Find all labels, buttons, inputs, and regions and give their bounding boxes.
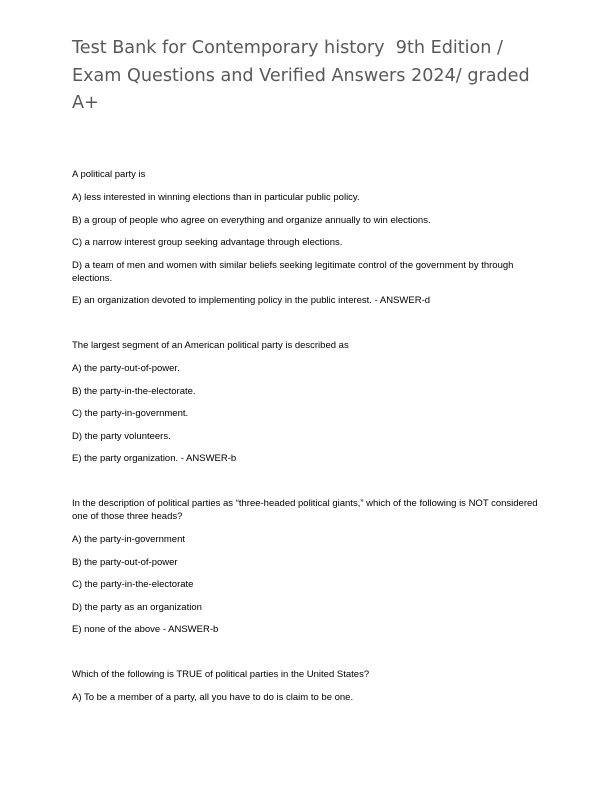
answer-option: C) the party-in-the-electorate — [72, 579, 194, 590]
question-list — [72, 168, 542, 736]
answer-option: B) the party-in-the-electorate. — [72, 385, 196, 397]
document-title: Test Bank for Contemporary history 9th Edition / Exam Questions and Verified Answers 2024/ graded A+ — [72, 38, 536, 113]
answer-option: D) a team of men and women with similar beliefs seeking legitimate control of the government by through elections. — [72, 259, 514, 284]
answer-option: B) a group of people who agree on everything and organize annually to win elections. — [72, 214, 431, 226]
answer-option: E) the party organization. - ANSWER-b — [72, 453, 237, 464]
question-4 — [72, 668, 542, 704]
question-stem: The largest segment of an American political party is described as — [72, 340, 349, 351]
answer-option: D) the party as an organization — [72, 601, 202, 613]
question-1 — [72, 168, 542, 307]
answer-option: E) an organization devoted to implementing policy in the public interest. - ANSWER-d — [72, 295, 431, 306]
answer-option: C) the party-in-government. — [72, 408, 189, 419]
answer-option: C) a narrow interest group seeking advantage through elections. — [72, 237, 343, 248]
question-2 — [72, 339, 542, 465]
question-stem: A political party is — [72, 169, 146, 180]
answer-option: A) the party-out-of-power. — [72, 363, 180, 374]
question-stem: Which of the following is TRUE of political parties in the United States? — [72, 669, 370, 680]
question-3 — [72, 497, 542, 636]
answer-option: D) the party volunteers. — [72, 430, 171, 442]
answer-option: E) none of the above - ANSWER-b — [72, 624, 219, 635]
answer-option: A) less interested in winning elections than in particular public policy. — [72, 192, 360, 203]
question-stem: In the description of political parties as “three-headed political giants,” which of the following is NOT considered one of those three heads? — [72, 498, 538, 522]
answer-option: A) the party-in-government — [72, 534, 185, 545]
answer-option: A) To be a member of a party, all you have to do is claim to be one. — [72, 692, 354, 703]
answer-option: B) the party-out-of-power — [72, 556, 178, 568]
